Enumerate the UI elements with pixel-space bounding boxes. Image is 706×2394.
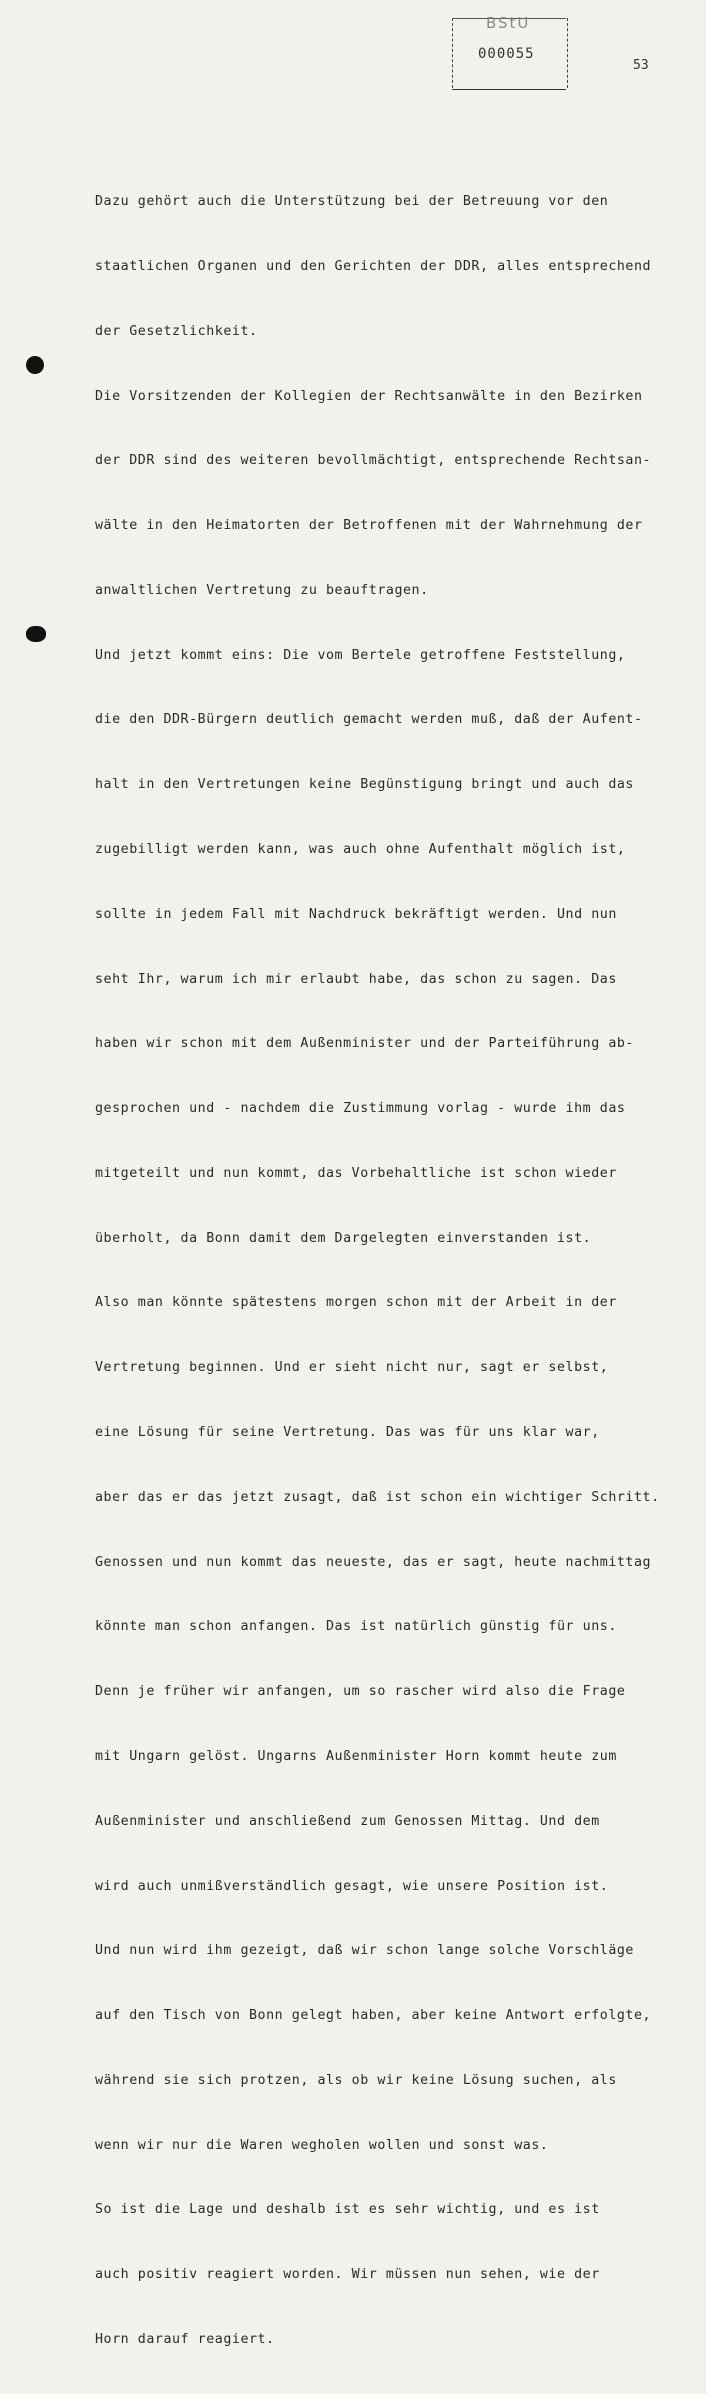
text-line: anwaltlichen Vertretung zu beauftragen. bbox=[95, 582, 429, 598]
text-line: auf den Tisch von Bonn gelegt haben, aber keine Antwort erfolgte, bbox=[95, 2008, 652, 2024]
text-line: Außenminister und anschließend zum Genossen Mittag. Und dem bbox=[95, 1813, 600, 1829]
stamp-number: 000055 bbox=[478, 46, 535, 62]
text-line: auch positiv reagiert worden. Wir müssen nun sehen, wie der bbox=[95, 2267, 600, 2283]
text-line: mitgeteilt und nun kommt, das Vorbehaltliche ist schon wieder bbox=[95, 1165, 617, 1181]
text-line: der DDR sind des weiteren bevollmächtigt, entsprechende Rechtsan- bbox=[95, 453, 652, 469]
body-text bbox=[95, 148, 675, 2394]
text-line: wälte in den Heimatorten der Betroffenen mit der Wahrnehmung der bbox=[95, 518, 643, 534]
text-line: überholt, da Bonn damit dem Dargelegten einverstanden ist. bbox=[95, 1230, 592, 1246]
stamp-bottom-line bbox=[452, 89, 566, 90]
text-line: mit Ungarn gelöst. Ungarns Außenminister Horn kommt heute zum bbox=[95, 1748, 617, 1764]
text-line: staatlichen Organen und den Gerichten der DDR, alles entsprechend bbox=[95, 258, 652, 274]
page-number: 53 bbox=[633, 58, 649, 73]
text-line: gesprochen und - nachdem die Zustimmung vorlag - wurde ihm das bbox=[95, 1101, 626, 1117]
text-line: aber das er das jetzt zusagt, daß ist schon ein wichtiger Schritt. bbox=[95, 1489, 660, 1505]
text-line: seht Ihr, warum ich mir erlaubt habe, das schon zu sagen. Das bbox=[95, 971, 617, 987]
text-line: zugebilligt werden kann, was auch ohne Aufenthalt möglich ist, bbox=[95, 842, 626, 857]
text-line: So ist die Lage und deshalb ist es sehr wichtig, und es ist bbox=[95, 2202, 600, 2218]
text-line: der Gesetzlichkeit. bbox=[95, 323, 258, 339]
text-line: sollte in jedem Fall mit Nachdruck bekräftigt werden. Und nun bbox=[95, 906, 617, 922]
text-line: Genossen und nun kommt das neueste, das er sagt, heute nachmittag bbox=[95, 1554, 652, 1570]
text-line: wird auch unmißverständlich gesagt, wie unsere Position ist. bbox=[95, 1878, 609, 1894]
text-line: haben wir schon mit dem Außenminister und der Parteiführung ab- bbox=[95, 1036, 634, 1052]
stamp-label: BStU bbox=[486, 14, 531, 32]
text-line: eine Lösung für seine Vertretung. Das was für uns klar war, bbox=[95, 1425, 600, 1441]
text-line: Die Vorsitzenden der Kollegien der Rechtsanwälte in den Bezirken bbox=[95, 388, 643, 404]
text-line: die den DDR-Bürgern deutlich gemacht werden muß, daß der Aufent- bbox=[95, 712, 643, 728]
text-line: Denn je früher wir anfangen, um so rascher wird also die Frage bbox=[95, 1684, 626, 1700]
text-line: Dazu gehört auch die Unterstützung bei der Betreuung vor den bbox=[95, 194, 609, 210]
archive-stamp bbox=[452, 14, 568, 90]
text-line: Also man könnte spätestens morgen schon mit der Arbeit in der bbox=[95, 1295, 617, 1311]
text-line: wenn wir nur die Waren wegholen wollen und sonst was. bbox=[95, 2137, 549, 2153]
punch-hole-icon bbox=[26, 626, 46, 642]
punch-hole-icon bbox=[26, 356, 44, 374]
text-line: während sie sich protzen, als ob wir keine Lösung suchen, als bbox=[95, 2072, 617, 2088]
text-line: Und jetzt kommt eins: Die vom Bertele getroffene Feststellung, bbox=[95, 647, 626, 663]
text-line: halt in den Vertretungen keine Begünstigung bringt und auch das bbox=[95, 777, 634, 793]
text-line: Horn darauf reagiert. bbox=[95, 2331, 275, 2347]
text-line: Und nun wird ihm gezeigt, daß wir schon lange solche Vorschläge bbox=[95, 1943, 634, 1959]
text-line: könnte man schon anfangen. Das ist natürlich günstig für uns. bbox=[95, 1619, 617, 1635]
text-line: Vertretung beginnen. Und er sieht nicht nur, sagt er selbst, bbox=[95, 1360, 609, 1376]
